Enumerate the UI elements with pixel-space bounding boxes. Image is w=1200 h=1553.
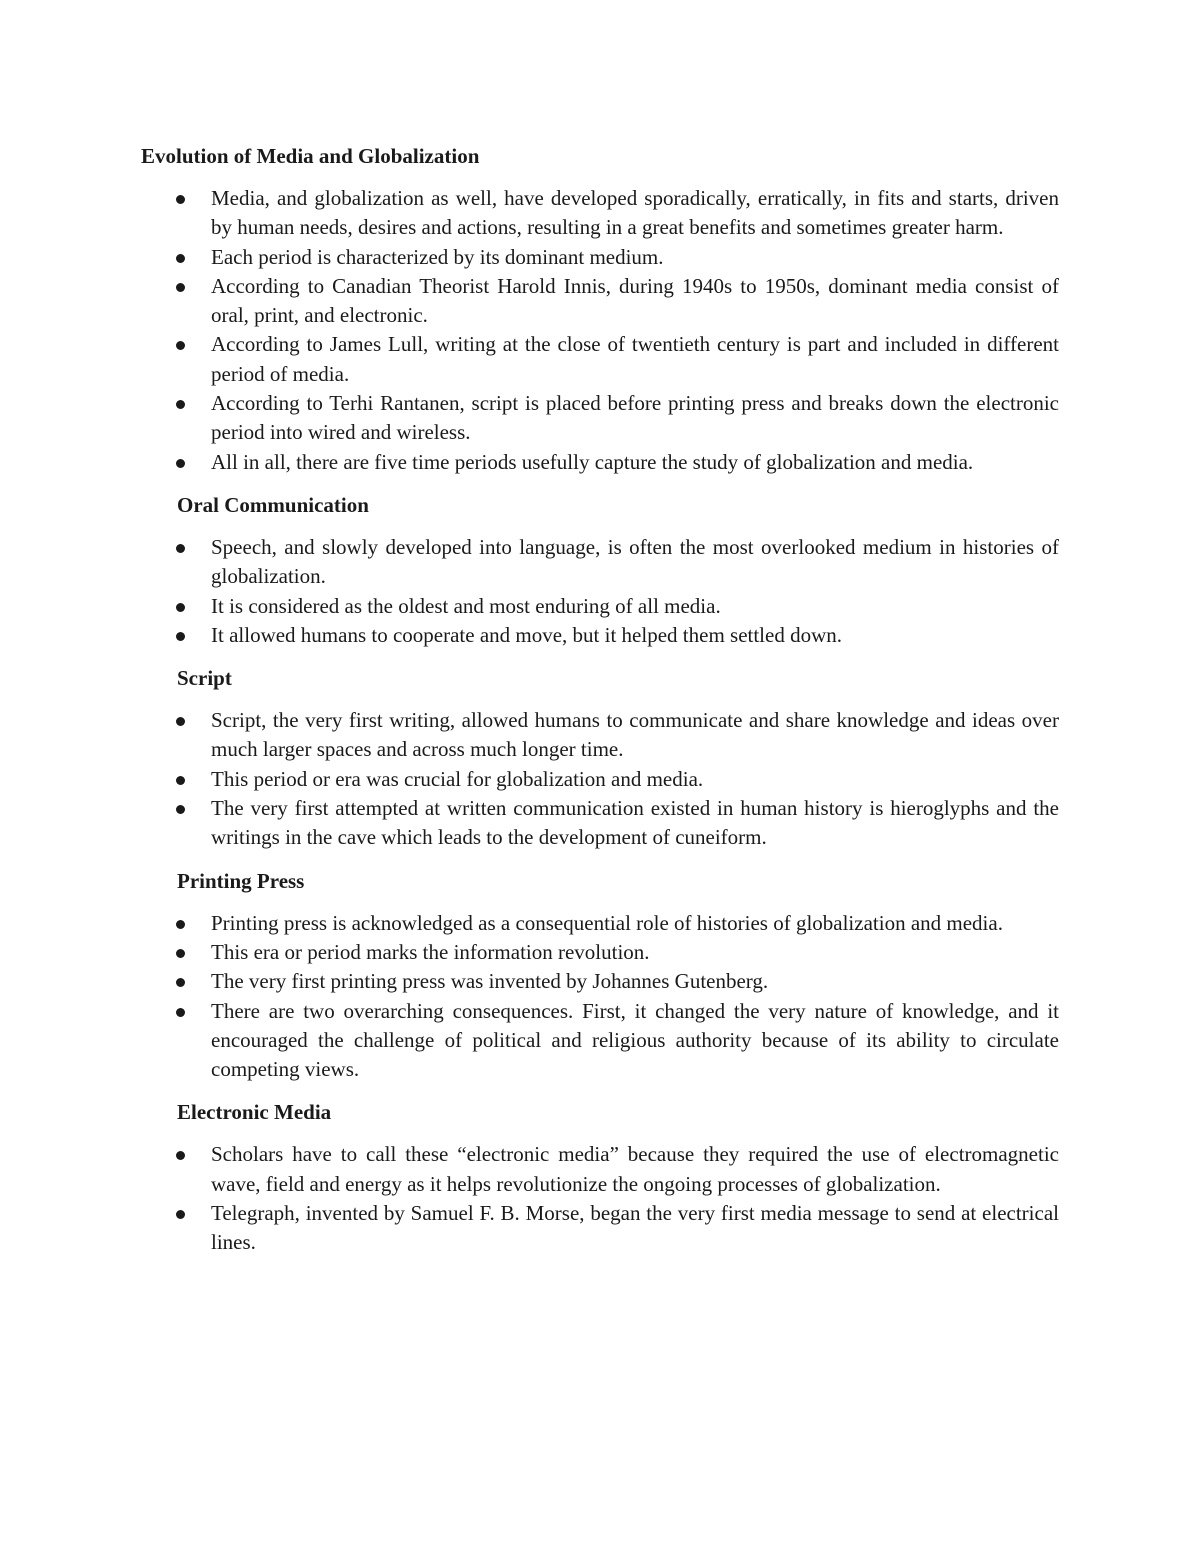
- list-item-text: The very first attempted at written communication existed in human history is hieroglyphs and the writings in the cave which leads to the development of cuneiform.: [211, 796, 1059, 850]
- list-item: [211, 448, 1059, 477]
- list-item-text: All in all, there are five time periods usefully capture the study of globalization and media.: [211, 449, 974, 474]
- printing-press-bullet-list: [141, 909, 1059, 1085]
- list-item-text: Scholars have to call these “electronic media” because they required the use of electromagnetic wave, field and energy as it helps revolutionize the ongoing processes of globalization.: [211, 1142, 1059, 1196]
- list-item: [211, 997, 1059, 1085]
- list-item-text: Each period is characterized by its dominant medium.: [211, 244, 664, 269]
- bullet-icon: [176, 400, 185, 409]
- bullet-icon: [176, 717, 185, 726]
- list-item-text: According to Terhi Rantanen, script is placed before printing press and breaks down the electronic period into wired and wireless.: [211, 391, 1059, 445]
- list-item: [211, 1199, 1059, 1258]
- list-item: [211, 967, 1059, 996]
- section-heading-oral-communication: Oral Communication: [177, 492, 369, 517]
- bullet-icon: [176, 776, 185, 785]
- bullet-icon: [176, 805, 185, 814]
- bullet-icon: [176, 254, 185, 263]
- bullet-icon: [176, 195, 185, 204]
- list-item-text: It allowed humans to cooperate and move, but it helped them settled down.: [211, 622, 843, 647]
- list-item: [211, 794, 1059, 853]
- document-title: Evolution of Media and Globalization: [141, 144, 480, 168]
- list-item: [211, 938, 1059, 967]
- script-bullet-list: [141, 706, 1059, 852]
- list-item-text: Media, and globalization as well, have developed sporadically, erratically, in fits and starts, driven by human needs, desires and actions, resulting in a great benefits and sometimes greater harm.: [211, 186, 1059, 240]
- bullet-icon: [176, 1008, 185, 1017]
- list-item: [211, 243, 1059, 272]
- intro-bullet-list: [141, 184, 1059, 477]
- bullet-icon: [176, 544, 185, 553]
- bullet-icon: [176, 283, 185, 292]
- list-item: [211, 592, 1059, 621]
- list-item-text: The very first printing press was invented by Johannes Gutenberg.: [211, 969, 769, 994]
- list-item: [211, 389, 1059, 448]
- bullet-icon: [176, 1151, 185, 1160]
- list-item: [211, 272, 1059, 331]
- bullet-icon: [176, 1210, 185, 1219]
- document-body: [141, 141, 1059, 1271]
- list-item-text: According to Canadian Theorist Harold Innis, during 1940s to 1950s, dominant media consist of oral, print, and electronic.: [211, 273, 1059, 328]
- list-item-text: Printing press is acknowledged as a consequential role of histories of globalization and media.: [211, 910, 1003, 935]
- list-item-text: This era or period marks the information revolution.: [211, 939, 650, 964]
- oral-communication-bullet-list: [141, 533, 1059, 650]
- list-item: [211, 765, 1059, 794]
- bullet-icon: [176, 632, 185, 641]
- list-item: [211, 330, 1059, 389]
- bullet-icon: [176, 920, 185, 929]
- list-item-text: It is considered as the oldest and most enduring of all media.: [211, 593, 721, 618]
- section-heading-electronic-media: Electronic Media: [177, 1100, 332, 1125]
- list-item-text: Telegraph, invented by Samuel F. B. Morse, began the very first media message to send at electrical lines.: [211, 1201, 1059, 1255]
- section-heading-printing-press: Printing Press: [177, 868, 305, 893]
- bullet-icon: [176, 949, 185, 958]
- list-item: [211, 909, 1059, 938]
- electronic-media-bullet-list: [141, 1140, 1059, 1257]
- list-item-text: Script, the very first writing, allowed humans to communicate and share knowledge and ideas over much larger spaces and across much longer time.: [211, 708, 1059, 762]
- bullet-icon: [176, 459, 185, 468]
- bullet-icon: [176, 978, 185, 987]
- section-heading-script: Script: [177, 666, 232, 691]
- list-item-text: There are two overarching consequences. First, it changed the very nature of knowledge, and it encouraged the challenge of political and religious authority because of its ability to circulate competing views.: [211, 998, 1059, 1082]
- list-item: [211, 533, 1059, 592]
- list-item: [211, 1140, 1059, 1199]
- list-item-text: According to James Lull, writing at the close of twentieth century is part and included in different period of media.: [211, 332, 1059, 386]
- list-item-text: Speech, and slowly developed into language, is often the most overlooked medium in histories of globalization.: [211, 534, 1059, 589]
- list-item: [211, 184, 1059, 243]
- list-item: [211, 621, 1059, 650]
- bullet-icon: [176, 341, 185, 350]
- bullet-icon: [176, 603, 185, 612]
- list-item-text: This period or era was crucial for globalization and media.: [211, 766, 704, 791]
- list-item: [211, 706, 1059, 765]
